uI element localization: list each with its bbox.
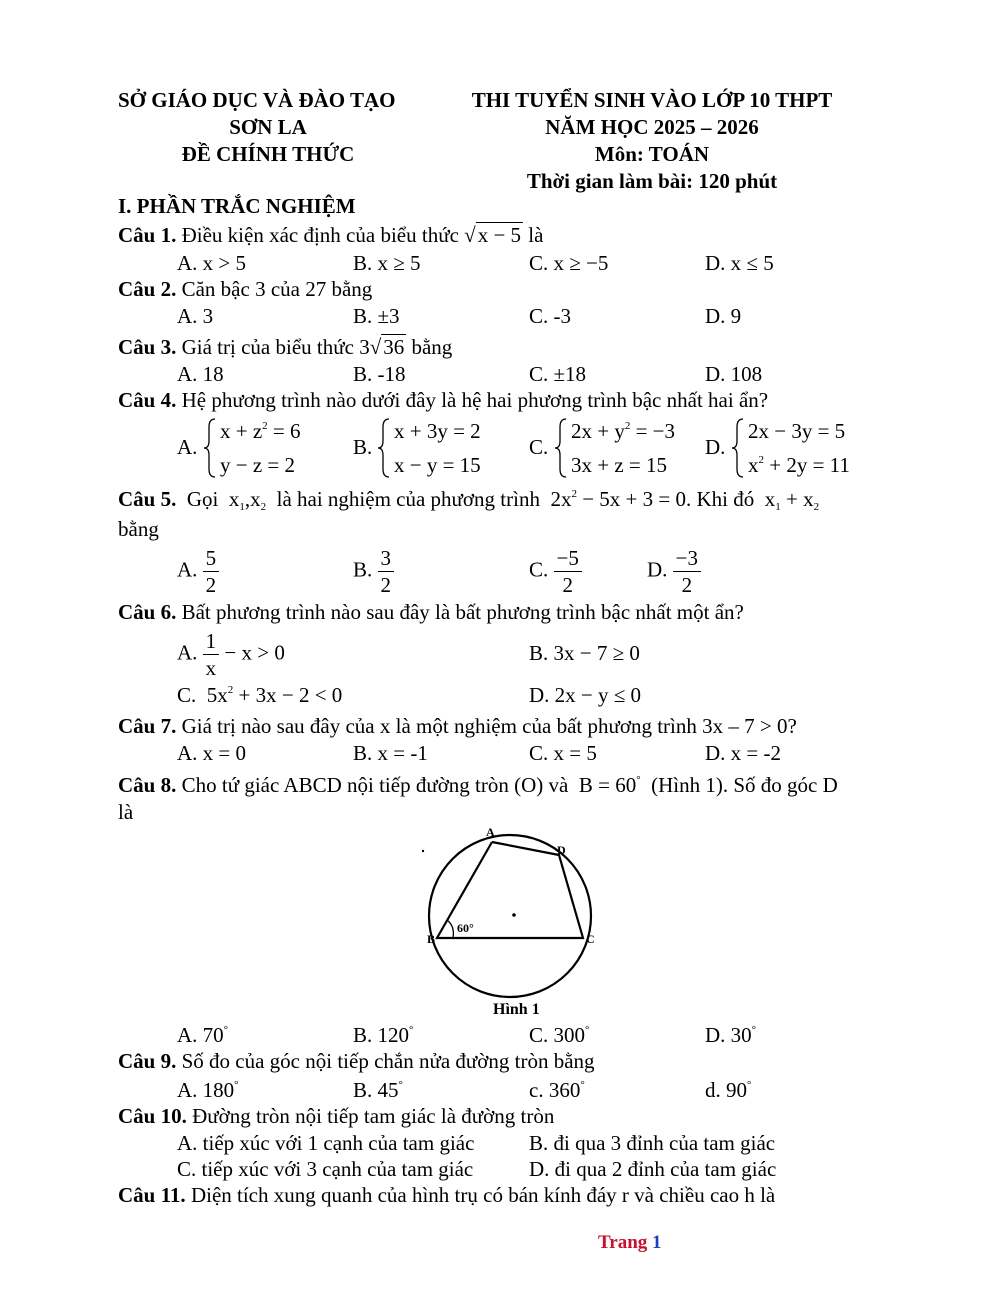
option-b-system: x + 3y = 2 x − y = 15 — [377, 417, 517, 479]
sqrt-icon: √ — [369, 335, 382, 359]
option-b: B. x ≥ 5 — [353, 251, 421, 275]
official-label: ĐỀ CHÍNH THỨC — [181, 142, 355, 166]
page-footer — [598, 1233, 662, 1252]
school-year: NĂM HỌC 2025 – 2026 — [545, 115, 759, 139]
question-11 — [118, 1185, 775, 1206]
question-tail: bằng — [411, 335, 453, 359]
question-6 — [118, 602, 744, 623]
question-label: Câu 8. — [118, 773, 177, 797]
option-c: C. $5x^2 + 3x - 2 < 0$ — [177, 683, 343, 707]
angle-label: 60° — [457, 921, 474, 935]
option-c: C. tiếp xúc với 3 cạnh của tam giác — [177, 1157, 474, 1181]
section-title: I. PHẦN TRẮC NGHIỆM — [118, 194, 356, 218]
center-point — [512, 913, 516, 917]
option-c: C. x ≥ −5 — [529, 251, 609, 275]
option-d: D. đi qua 2 đỉnh của tam giác — [529, 1157, 777, 1181]
question-5-tail: bằng — [118, 517, 159, 541]
circle-figure — [415, 820, 615, 1025]
option-b: B. 120° — [353, 1023, 414, 1047]
vertex-a: A — [486, 825, 495, 839]
question-label: Câu 11. — [118, 1183, 186, 1207]
question-text: Số đo của góc nội tiếp chắn nửa đường tròn bằng — [181, 1049, 595, 1073]
option-d: D. 108 — [705, 362, 763, 386]
question-label: Câu 6. — [118, 600, 177, 624]
question-text: Điều kiện xác định của biểu thức — [181, 223, 459, 247]
option-d: D. x ≤ 5 — [705, 251, 774, 275]
option-a: A. 18 — [177, 362, 224, 386]
option-b: B. đi qua 3 đỉnh của tam giác — [529, 1131, 776, 1155]
option-d: D. $\frac{-3}{2}$ — [647, 547, 701, 596]
question-label: Câu 4. — [118, 388, 177, 412]
question-3 — [118, 337, 452, 358]
coefficient: 3 — [359, 335, 370, 359]
subject: Môn: TOÁN — [594, 142, 710, 166]
question-4 — [118, 390, 768, 411]
radicand: x − 5 — [477, 223, 522, 247]
option-a: A. $\frac{1}{x}$ − x > 0 — [177, 629, 285, 681]
question-7 — [118, 716, 797, 737]
exam-title: THI TUYỂN SINH VÀO LỚP 10 THPT — [471, 88, 833, 112]
option-a-label: A. — [177, 435, 198, 459]
option-c: C. ±18 — [529, 362, 587, 386]
question-5: Câu 5. Gọi $x_1,x_2$ là hai nghiệm của phương trình $2x^2 - 5x + 3 = 0$. Khi đó $x_1 + x_2$ — [118, 487, 820, 513]
brace-icon — [554, 417, 568, 479]
option-b: B. $\frac{3}{2}$ — [353, 547, 394, 596]
question-label: Câu 7. — [118, 714, 177, 738]
question-text: Giá trị nào sau đây của x là một nghiệm của bất phương trình 3x – 7 > 0? — [181, 714, 797, 738]
option-d: D. 2x − y ≤ 0 — [529, 683, 642, 707]
question-tail: là — [528, 223, 544, 247]
option-b-label: B. — [353, 435, 373, 459]
option-a: A. 70° — [177, 1023, 229, 1047]
option-a: A. x = 0 — [177, 741, 247, 765]
option-c: C. x = 5 — [529, 741, 597, 765]
option-c: c. 360° — [529, 1078, 585, 1102]
question-text: Căn bậc 3 của 27 bằng — [181, 277, 373, 301]
option-a: A. $\frac{5}{2}$ — [177, 547, 219, 596]
option-c: C. $\frac{-5}{2}$ — [529, 547, 582, 596]
figure-caption: Hình 1 — [493, 1001, 540, 1018]
option-d: d. 90° — [705, 1078, 752, 1102]
option-d: D. 30° — [705, 1023, 757, 1047]
question-label: Câu 1. — [118, 223, 177, 247]
option-d: D. 9 — [705, 304, 742, 328]
question-label: Câu 5. — [118, 487, 177, 511]
option-a: A. 180° — [177, 1078, 239, 1102]
question-10 — [118, 1106, 554, 1127]
option-a: A. tiếp xúc với 1 cạnh của tam giác — [177, 1131, 475, 1155]
radicand: 36 — [383, 335, 405, 359]
angle-arc — [447, 920, 453, 938]
brace-icon — [203, 417, 217, 479]
question-label: Câu 10. — [118, 1104, 187, 1128]
circle-o — [429, 835, 591, 997]
brace-icon — [731, 417, 745, 479]
province-name: SƠN LA — [229, 115, 307, 139]
question-label: Câu 9. — [118, 1049, 177, 1073]
question-8: Câu 8. Cho tứ giác ABCD nội tiếp đường tròn (O) và B = 60° (Hình 1). Số đo góc D — [118, 773, 838, 797]
sqrt-icon: √ — [464, 223, 476, 247]
question-text: Hệ phương trình nào dưới đây là hệ hai phương trình bậc nhất hai ẩn? — [181, 388, 769, 412]
option-b: B. -18 — [353, 362, 406, 386]
option-b: B. 45° — [353, 1078, 403, 1102]
question-2 — [118, 279, 372, 300]
page-number: 1 — [652, 1232, 662, 1253]
option-c: C. -3 — [529, 304, 571, 328]
vertex-d: D — [557, 843, 566, 857]
question-9 — [118, 1051, 595, 1072]
question-1 — [118, 225, 543, 246]
option-b: B. x = -1 — [353, 741, 428, 765]
duration: Thời gian làm bài: 120 phút — [526, 169, 778, 193]
question-text: Đường tròn nội tiếp tam giác là đường tròn — [192, 1104, 555, 1128]
option-b: B. ±3 — [353, 304, 400, 328]
question-label: Câu 2. — [118, 277, 177, 301]
vertex-b: B — [427, 932, 436, 946]
option-d-system: 2x − 3y = 5 $x^2 + 2y = 11$ — [731, 417, 881, 479]
page-label: Trang — [598, 1232, 648, 1253]
option-c-system: $2x + y^2 = -3$ 3x + z = 15 — [554, 417, 704, 479]
vertex-c: C — [586, 932, 595, 946]
question-8-tail: là — [118, 800, 134, 824]
option-c: C. 300° — [529, 1023, 590, 1047]
option-b: B. 3x − 7 ≥ 0 — [529, 641, 640, 665]
dept-name: SỞ GIÁO DỤC VÀ ĐÀO TẠO — [118, 88, 396, 112]
option-a: A. 3 — [177, 304, 214, 328]
question-text: Bất phương trình nào sau đây là bất phương trình bậc nhất một ẩn? — [181, 600, 744, 624]
question-text: Giá trị của biểu thức — [181, 335, 354, 359]
option-d: D. x = -2 — [705, 741, 782, 765]
option-a: A. x > 5 — [177, 251, 247, 275]
option-c-label: C. — [529, 435, 549, 459]
option-d-label: D. — [705, 435, 726, 459]
question-label: Câu 3. — [118, 335, 177, 359]
question-text: Diện tích xung quanh của hình trụ có bán kính đáy r và chiều cao h là — [190, 1183, 776, 1207]
option-a-system: $x + z^2 = 6$ y − z = 2 — [203, 417, 343, 479]
brace-icon — [377, 417, 391, 479]
